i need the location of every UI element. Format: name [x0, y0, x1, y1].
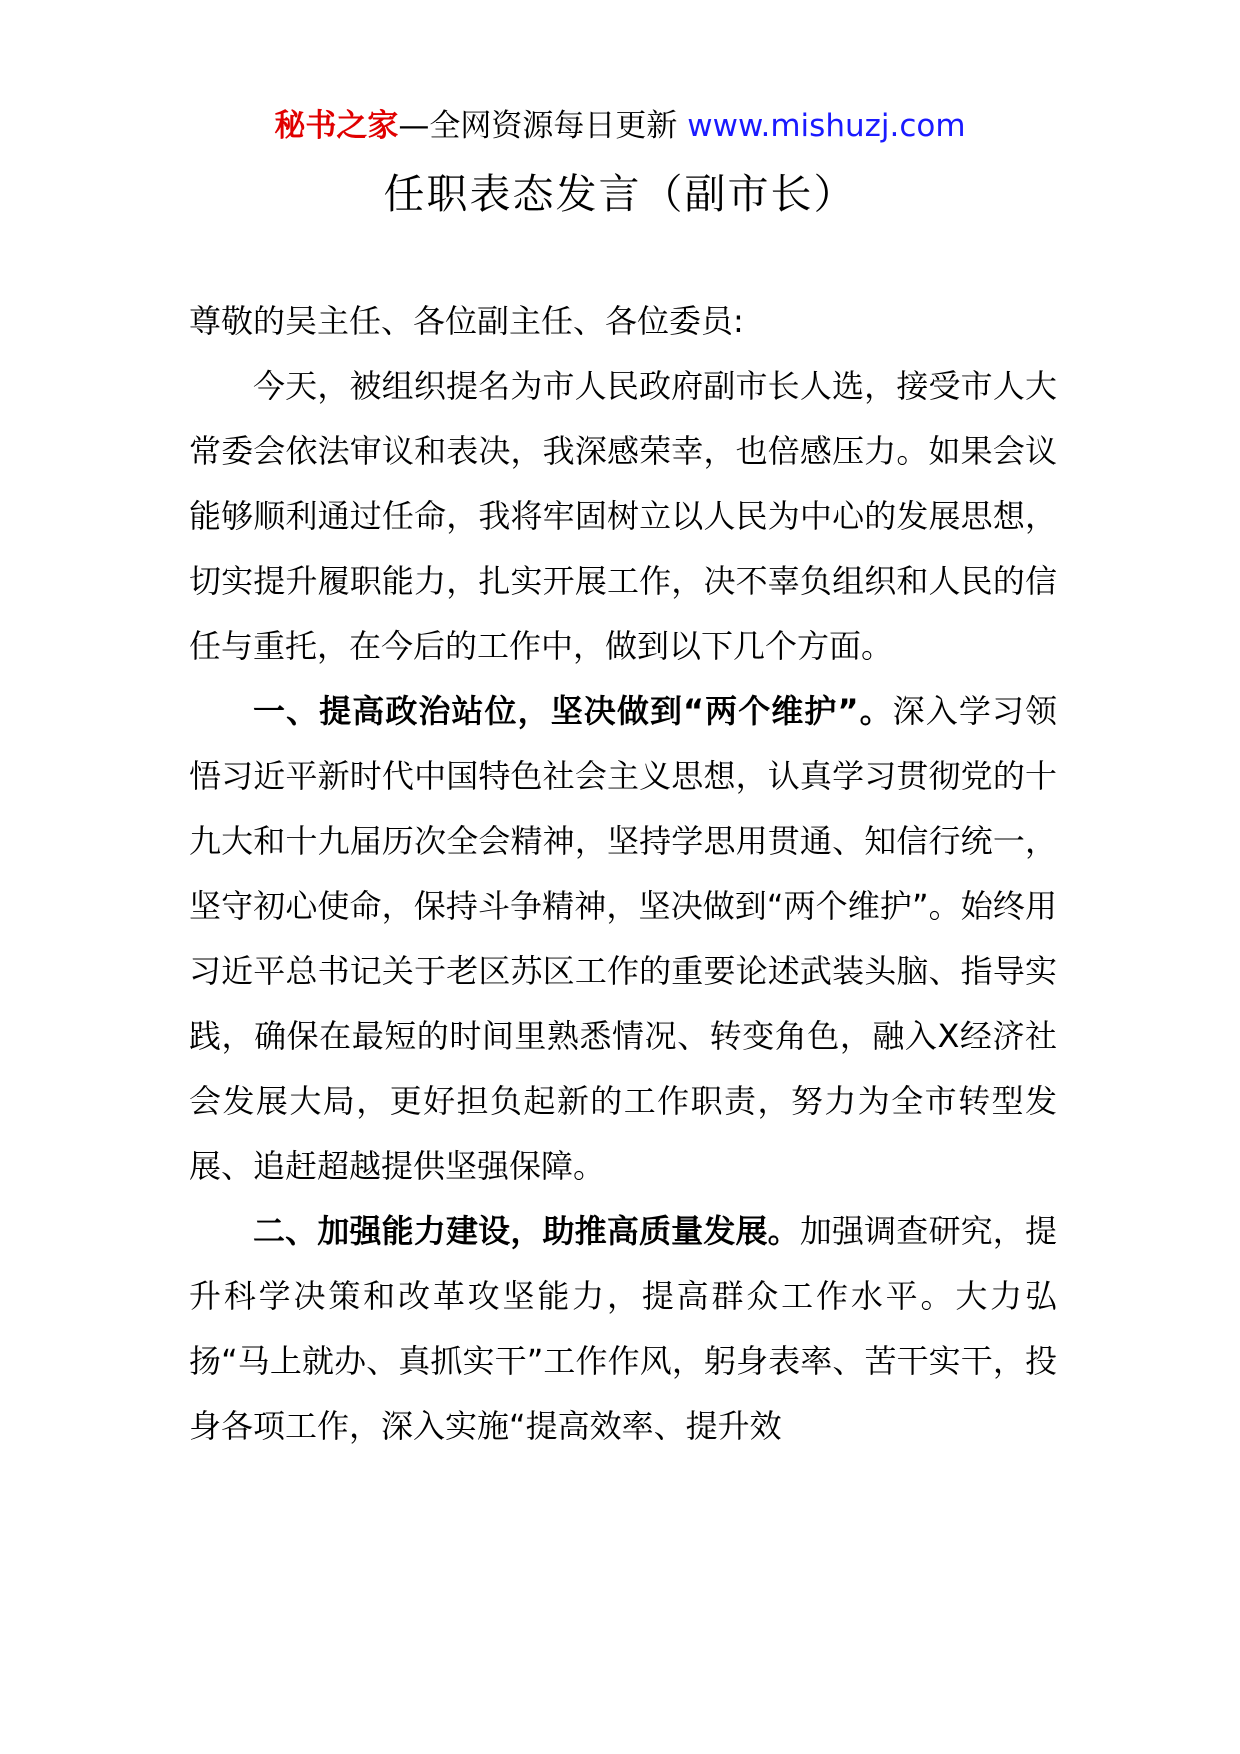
paragraph-heading: 二、加强能力建设，助推高质量发展。 — [253, 1212, 800, 1250]
site-brand: 秘书之家 — [274, 108, 399, 144]
salutation: 尊敬的吴主任、各位副主任、各位委员: — [189, 302, 744, 340]
site-header — [0, 104, 1240, 148]
paragraph-text: 今天，被组织提名为市人民政府副市长人选，接受市人大常委会依法审议和表决，我深感荣幸，也倍感压力。如果会议能够顺利通过任命，我将牢固树立以人民为中心的发展思想，切实提升履职能力，扎实开展工作，决不辜负组织和人民的信任与重托，在今后的工作中，做到以下几个方面。 — [189, 367, 1057, 665]
paragraph-text: 加强调查研究，提升科学决策和改革攻坚能力，提高群众工作水平。大力弘扬“马上就办、真抓实干”工作作风，躬身表率、苦干实干，投身各项工作，深入实施“提高效率、提升效 — [189, 1212, 1057, 1445]
paragraph-section-2 — [189, 1199, 1057, 1459]
paragraph-intro — [189, 354, 1057, 679]
document-title: 任职表态发言（副市长） — [383, 170, 857, 218]
document-body — [189, 289, 1057, 1459]
paragraph-text: 深入学习领悟习近平新时代中国特色社会主义思想，认真学习贯彻党的十九大和十九届历次全会精神，坚持学思用贯通、知信行统一，坚守初心使命，保持斗争精神，坚决做到“两个维护”。始终用习近平总书记关于老区苏区工作的重要论述武装头脑、指导实践，确保在最短的时间里熟悉情况、转变角色，融入X经济社会发展大局，更好担负起新的工作职责，努力为全市转型发展、追赶超越提供坚强保障。 — [189, 692, 1057, 1185]
site-url-link[interactable]: www.mishuzj.com — [687, 108, 966, 144]
site-tagline: —全网资源每日更新 — [398, 108, 678, 144]
paragraph-heading: 一、提高政治站位，坚决做到“两个维护”。 — [253, 692, 893, 730]
paragraph-section-1 — [189, 679, 1057, 1199]
